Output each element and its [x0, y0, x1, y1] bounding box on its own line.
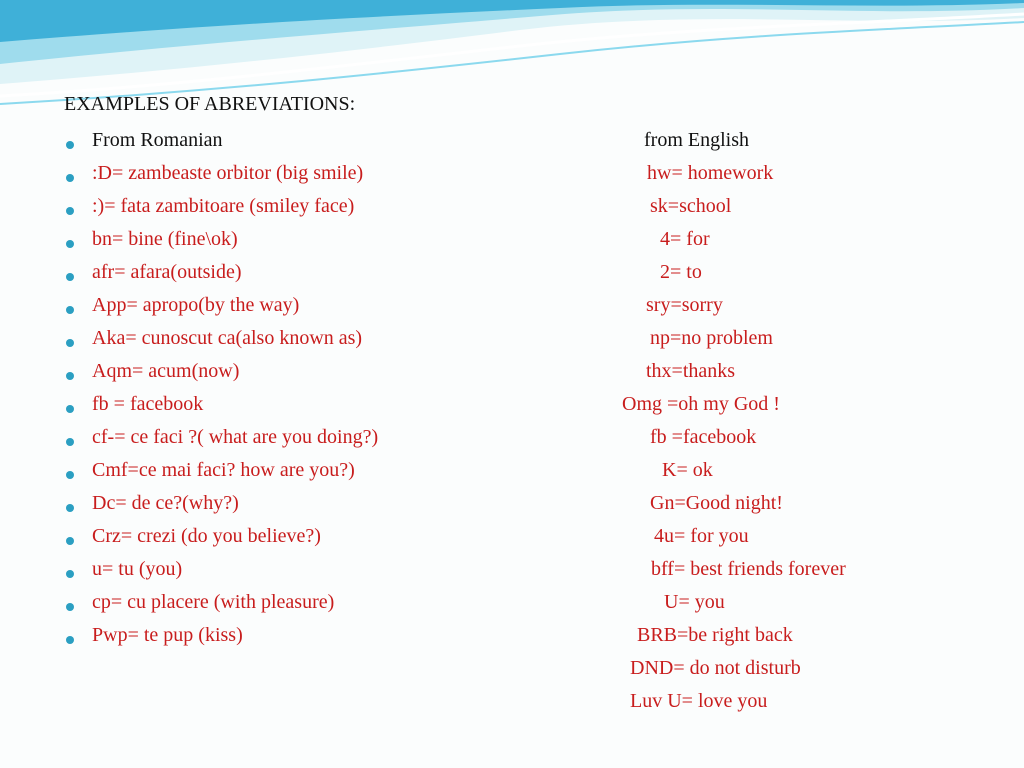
list-item — [0, 261, 1024, 291]
list-item — [0, 459, 1024, 489]
list-item — [0, 228, 1024, 258]
list-item — [0, 294, 1024, 324]
list-item — [0, 525, 1024, 555]
list-item — [0, 162, 1024, 192]
bullet-icon — [66, 504, 74, 512]
bullet-icon — [66, 636, 74, 644]
list-item-extra — [0, 690, 1024, 720]
romanian-abbreviation: :)= fata zambitoare (smiley face) — [92, 195, 355, 217]
bullet-icon — [66, 471, 74, 479]
column-header-right: from English — [644, 129, 749, 151]
bullet-icon — [66, 438, 74, 446]
romanian-abbreviation: Aka= cunoscut ca(also known as) — [92, 327, 363, 349]
english-abbreviation: sry=sorry — [646, 294, 723, 316]
english-abbreviation: Luv U= love you — [630, 690, 768, 712]
bullet-icon — [66, 207, 74, 215]
list-item — [0, 426, 1024, 456]
english-abbreviation: 4= for — [660, 228, 710, 250]
bullet-icon — [66, 405, 74, 413]
bullet-icon — [66, 372, 74, 380]
romanian-abbreviation: App= apropo(by the way) — [92, 294, 300, 316]
romanian-abbreviation: bn= bine (fine\ok) — [92, 228, 238, 250]
romanian-abbreviation: Aqm= acum(now) — [92, 360, 240, 382]
romanian-abbreviation: u= tu (you) — [92, 558, 183, 580]
romanian-abbreviation: Pwp= te pup (kiss) — [92, 624, 243, 646]
list-item — [0, 624, 1024, 654]
english-abbreviation: thx=thanks — [646, 360, 736, 382]
english-abbreviation: sk=school — [650, 195, 732, 217]
slide-title: EXAMPLES OF ABREVIATIONS: — [64, 93, 356, 115]
list-item — [0, 591, 1024, 621]
bullet-icon — [66, 306, 74, 314]
english-abbreviation: fb =facebook — [650, 426, 757, 448]
romanian-abbreviation: Cmf=ce mai faci? how are you?) — [92, 459, 355, 481]
bullet-icon — [66, 570, 74, 578]
english-abbreviation: DND= do not disturb — [630, 657, 801, 679]
list-item — [0, 360, 1024, 390]
list-item — [0, 393, 1024, 423]
list-item-extra — [0, 657, 1024, 687]
romanian-abbreviation: cp= cu placere (with pleasure) — [92, 591, 335, 613]
english-abbreviation: U= you — [664, 591, 725, 613]
english-abbreviation: Gn=Good night! — [650, 492, 783, 514]
romanian-abbreviation: cf-= ce faci ?( what are you doing?) — [92, 426, 379, 448]
bullet-icon — [66, 537, 74, 545]
column-header-row — [0, 129, 1024, 159]
english-abbreviation: np=no problem — [650, 327, 773, 349]
list-item — [0, 195, 1024, 225]
english-abbreviation: 4u= for you — [654, 525, 749, 547]
bullet-icon — [66, 339, 74, 347]
bullet-icon — [66, 141, 74, 149]
english-abbreviation: BRB=be right back — [637, 624, 793, 646]
bullet-icon — [66, 273, 74, 281]
romanian-abbreviation: fb = facebook — [92, 393, 204, 415]
romanian-abbreviation: afr= afara(outside) — [92, 261, 242, 283]
english-abbreviation: hw= homework — [647, 162, 774, 184]
list-item — [0, 327, 1024, 357]
english-abbreviation: 2= to — [660, 261, 702, 283]
english-abbreviation: K= ok — [662, 459, 713, 481]
romanian-abbreviation: :D= zambeaste orbitor (big smile) — [92, 162, 364, 184]
romanian-abbreviation: Crz= crezi (do you believe?) — [92, 525, 321, 547]
bullet-icon — [66, 240, 74, 248]
bullet-icon — [66, 603, 74, 611]
bullet-icon — [66, 174, 74, 182]
column-header-left: From Romanian — [92, 129, 223, 151]
english-abbreviation: Omg =oh my God ! — [622, 393, 780, 415]
romanian-abbreviation: Dc= de ce?(why?) — [92, 492, 239, 514]
list-item — [0, 492, 1024, 522]
english-abbreviation: bff= best friends forever — [651, 558, 846, 580]
list-item — [0, 558, 1024, 588]
